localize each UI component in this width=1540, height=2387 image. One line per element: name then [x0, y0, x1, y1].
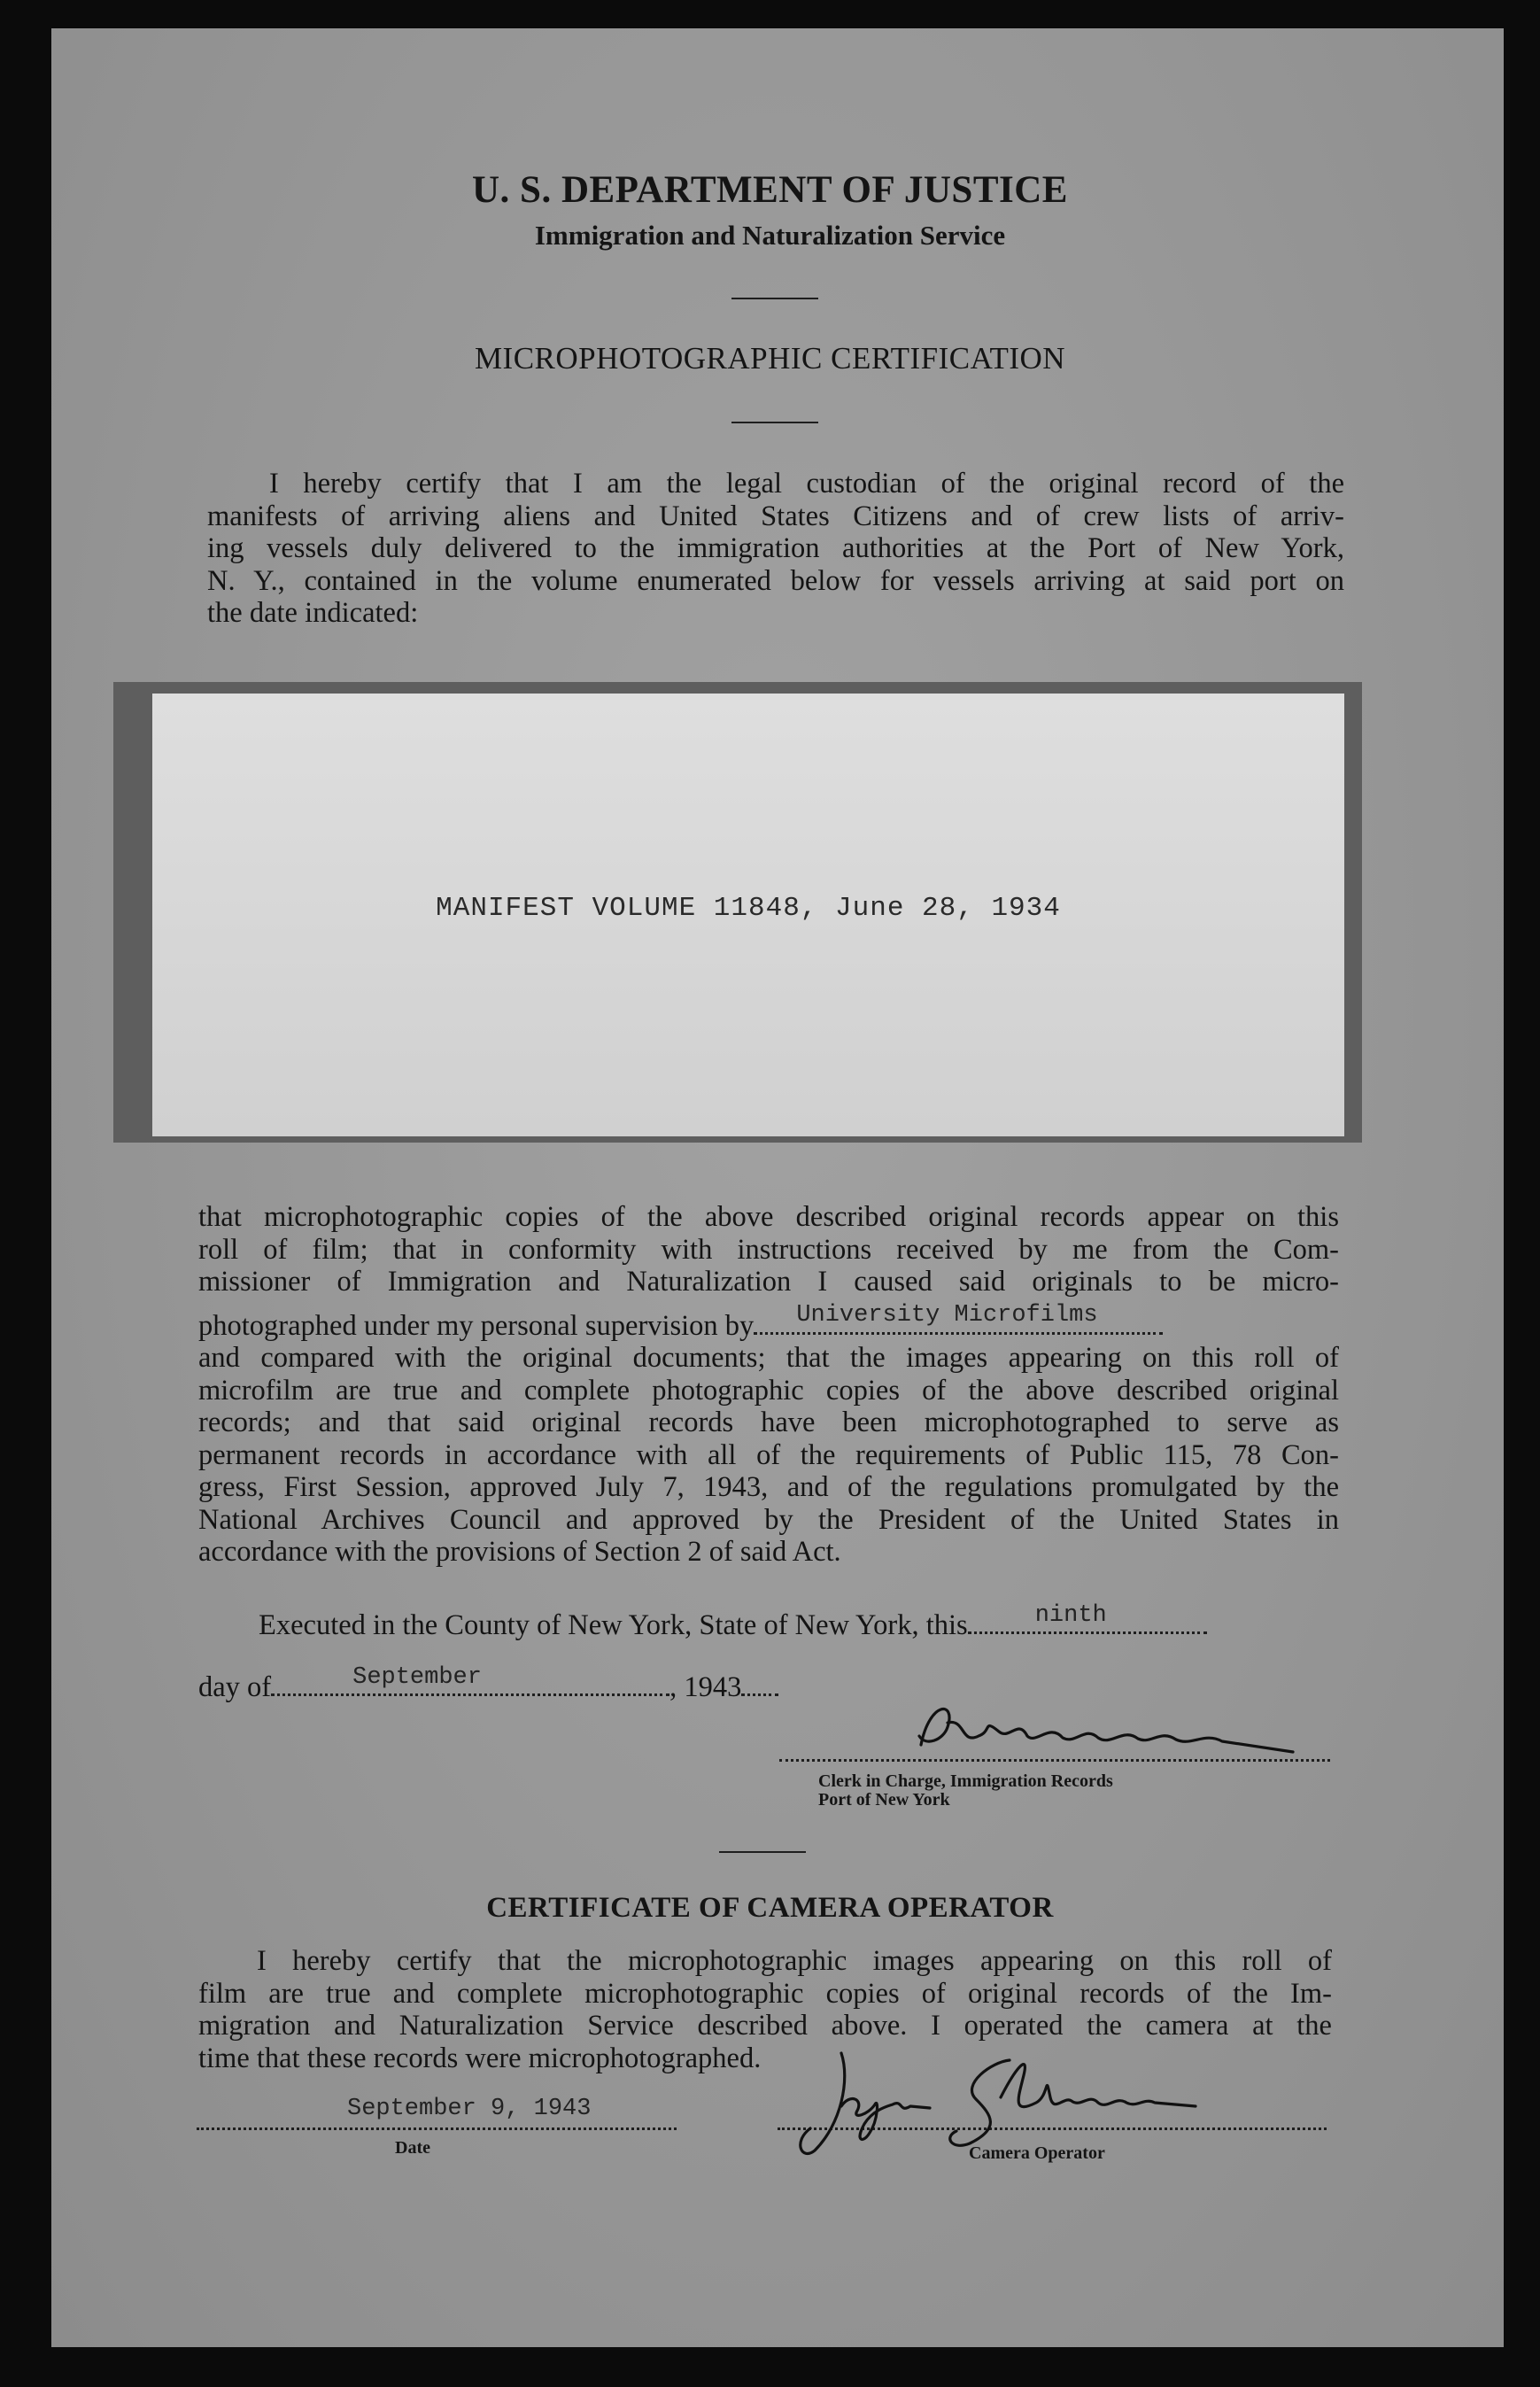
- divider: [731, 422, 818, 423]
- executed-prefix: Executed in the County of New York, State of New York, this: [259, 1609, 968, 1641]
- body-line: and compared with the original documents; that the images appearing on this roll of: [198, 1342, 1339, 1374]
- supervision-value: University Microfilms: [796, 1302, 1098, 1329]
- camera-certificate-title: CERTIFICATE OF CAMERA OPERATOR: [486, 1892, 1054, 1924]
- supervision-line: [198, 1302, 1339, 1343]
- camera-line: I hereby certify that the microphotographic images appearing on this roll of: [257, 1945, 1332, 1977]
- camera-line: migration and Naturalization Service described above. I operated the camera at the: [198, 2010, 1332, 2042]
- day-field: [968, 1601, 1207, 1634]
- body-line: gress, First Session, approved July 7, 1943, and of the regulations promulgated by the: [198, 1471, 1339, 1503]
- body-line: microfilm are true and complete photographic copies of the above described original: [198, 1374, 1339, 1407]
- intro-line: the date indicated:: [207, 597, 419, 629]
- body-line: roll of film; that in conformity with instructions received by me from the Com-: [198, 1233, 1339, 1266]
- day-value: ninth: [1034, 1601, 1107, 1629]
- certification-title: MICROPHOTOGRAPHIC CERTIFICATION: [474, 341, 1066, 376]
- year-text: , 1943: [669, 1671, 742, 1703]
- body-line: records; and that said original records have been microphotographed to serve as: [198, 1407, 1339, 1438]
- intro-line: I hereby certify that I am the legal custodian of the original record of the: [269, 468, 1344, 500]
- camera-line: time that these records were microphotographed.: [198, 2042, 762, 2074]
- year-dots: [741, 1667, 778, 1696]
- divider: [731, 298, 818, 299]
- body-line: missioner of Immigration and Naturalization I caused said originals to be micro-: [198, 1266, 1339, 1298]
- intro-line: N. Y., contained in the volume enumerated below for vessels arriving at said port on: [207, 564, 1344, 597]
- supervision-prefix: photographed under my personal supervision by: [198, 1309, 755, 1342]
- body-line: accordance with the provisions of Section 2 of said Act.: [198, 1536, 841, 1568]
- department-title: U. S. DEPARTMENT OF JUSTICE: [471, 169, 1068, 211]
- body-paragraph: [198, 1201, 1339, 1569]
- camera-line: film are true and complete microphotographic copies of original records of the Im-: [198, 1977, 1332, 2010]
- volume-card-text: MANIFEST VOLUME 11848, June 28, 1934: [436, 893, 1061, 924]
- camera-date-label: Date: [395, 2138, 430, 2158]
- body-line: permanent records in accordance with all of the requirements of Public 115, 78 Con-: [198, 1438, 1339, 1471]
- intro-paragraph: [207, 468, 1344, 630]
- month-field: [271, 1663, 669, 1696]
- executed-line: [259, 1601, 1339, 1642]
- divider: [719, 1851, 806, 1853]
- month-value: September: [352, 1663, 482, 1691]
- body-line: that microphotographic copies of the above described original records appear on this: [198, 1201, 1339, 1233]
- camera-date-value: September 9, 1943: [347, 2096, 592, 2122]
- date-line: [198, 1663, 907, 1704]
- intro-line: ing vessels duly delivered to the immigration authorities at the Port of New York,: [207, 532, 1344, 564]
- intro-line: manifests of arriving aliens and United States Citizens and of crew lists of arriv-: [207, 500, 1344, 532]
- clerk-title-line1: Clerk in Charge, Immigration Records: [818, 1771, 1113, 1791]
- camera-operator-label: Camera Operator: [969, 2143, 1105, 2163]
- supervision-field: [754, 1302, 1163, 1335]
- service-subtitle: Immigration and Naturalization Service: [534, 220, 1006, 251]
- clerk-title-line2: Port of New York: [818, 1790, 950, 1810]
- clerk-signature: [894, 1683, 1319, 1771]
- day-of-label: day of: [198, 1671, 272, 1703]
- body-line: National Archives Council and approved by the President of the United States in: [198, 1503, 1339, 1536]
